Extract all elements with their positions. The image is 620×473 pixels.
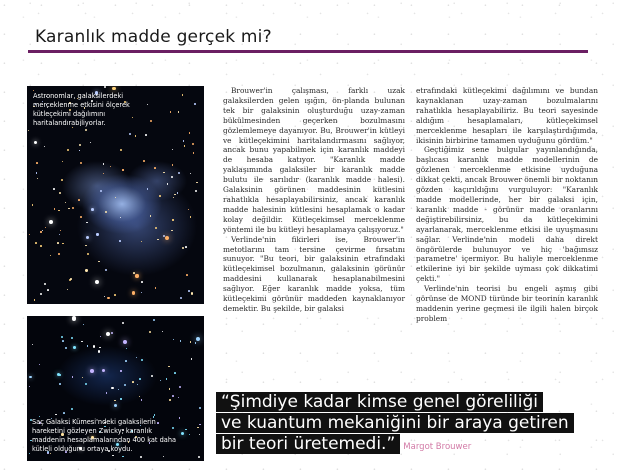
star-dot bbox=[192, 143, 194, 145]
star-dot bbox=[60, 230, 61, 231]
star-dot bbox=[71, 337, 73, 339]
star-dot bbox=[188, 290, 190, 292]
star-dot bbox=[103, 163, 104, 164]
star-dot bbox=[169, 388, 170, 389]
star-dot bbox=[59, 383, 61, 385]
star-dot bbox=[182, 247, 184, 249]
star-dot bbox=[186, 274, 188, 276]
star-dot bbox=[85, 245, 87, 247]
star-dot bbox=[155, 227, 157, 229]
star-dot bbox=[126, 348, 127, 349]
star-dot bbox=[85, 129, 87, 131]
star-dot bbox=[110, 166, 112, 168]
star-dot bbox=[135, 135, 136, 136]
pull-quote-line: ve kuantum mekaniğini bir araya getiren bbox=[221, 413, 569, 433]
star-dot bbox=[58, 253, 60, 255]
star-dot bbox=[195, 190, 197, 192]
star-dot bbox=[50, 255, 51, 256]
star-dot bbox=[70, 278, 72, 280]
star-dot bbox=[62, 161, 63, 162]
star-dot bbox=[87, 253, 89, 255]
star-dot bbox=[133, 272, 135, 274]
star-dot bbox=[78, 199, 80, 201]
star-dot bbox=[62, 340, 64, 342]
star-dot bbox=[61, 179, 63, 181]
star-dot bbox=[111, 332, 113, 334]
star-dot bbox=[120, 398, 121, 399]
star-dot bbox=[106, 332, 110, 336]
star-dot bbox=[167, 183, 169, 185]
star-dot bbox=[154, 167, 156, 169]
star-dot bbox=[82, 377, 83, 378]
star-dot bbox=[141, 359, 143, 361]
star-dot bbox=[72, 207, 74, 209]
star-dot bbox=[171, 176, 173, 178]
star-dot bbox=[85, 269, 87, 271]
star-dot bbox=[137, 384, 138, 385]
star-dot bbox=[67, 289, 68, 290]
star-dot bbox=[65, 202, 66, 203]
star-dot bbox=[188, 209, 189, 210]
star-dot bbox=[71, 408, 73, 410]
star-dot bbox=[173, 197, 174, 198]
star-dot bbox=[29, 234, 30, 235]
star-dot bbox=[120, 149, 122, 151]
star-dot bbox=[29, 386, 30, 387]
star-dot bbox=[162, 331, 163, 332]
page-title: Karanlık madde gerçek mi? bbox=[35, 27, 272, 47]
star-dot bbox=[103, 173, 104, 174]
star-dot bbox=[129, 133, 131, 135]
star-dot bbox=[123, 340, 127, 344]
star-dot bbox=[58, 210, 60, 212]
star-dot bbox=[122, 456, 123, 457]
star-dot bbox=[136, 357, 138, 359]
quote-author: Margot Brouwer bbox=[403, 442, 472, 452]
star-dot bbox=[36, 172, 37, 173]
star-dot bbox=[95, 280, 99, 284]
star-dot bbox=[33, 90, 34, 91]
star-dot bbox=[32, 344, 33, 345]
star-dot bbox=[85, 383, 87, 385]
star-dot bbox=[83, 324, 84, 325]
star-dot bbox=[98, 261, 100, 263]
star-dot bbox=[63, 412, 65, 414]
star-dot bbox=[171, 230, 173, 232]
star-dot bbox=[173, 339, 174, 340]
star-dot bbox=[190, 216, 191, 217]
star-dot bbox=[79, 150, 80, 151]
star-dot bbox=[132, 381, 134, 383]
star-dot bbox=[102, 369, 105, 372]
star-dot bbox=[59, 192, 61, 194]
star-dot bbox=[163, 172, 165, 174]
galaxy-cluster-photo bbox=[27, 316, 204, 461]
star-dot bbox=[40, 245, 42, 247]
star-dot bbox=[32, 204, 33, 205]
star-dot bbox=[90, 369, 94, 373]
star-dot bbox=[165, 236, 169, 240]
star-dot bbox=[177, 192, 179, 194]
star-dot bbox=[157, 239, 159, 241]
star-dot bbox=[114, 400, 115, 401]
star-dot bbox=[172, 149, 173, 150]
star-dot bbox=[196, 182, 198, 184]
star-dot bbox=[93, 345, 95, 347]
star-dot bbox=[190, 341, 191, 342]
star-dot bbox=[47, 289, 49, 291]
star-dot bbox=[80, 216, 82, 218]
star-dot bbox=[194, 103, 196, 105]
star-dot bbox=[57, 242, 59, 244]
star-dot bbox=[86, 236, 89, 239]
star-dot bbox=[199, 434, 200, 435]
pull-quote-line: “Şimdiye kadar kimse genel göreliliği bbox=[221, 392, 539, 412]
star-dot bbox=[155, 287, 157, 289]
paragraph: Geçtiğimiz sene bulgular yayınlandığında, başlıcası karanlık madde modellerinin de gözlenen merceklenme etkisine uyduğuna dikkat çekti, ancak Brouwer önemli bir noktanın gözden kaçırıldığını vurguluyor: "Karanlık madde modellerinde, her bir galaksi için, karanlık madde - görünür madde oranlarını değiştirebilirsiniz, bu da kütleçekimini ayarlanarak, merceklenme etkisi ile uyuşmasını sağlar. Verlinde'nin modeli daha direkt öngörülerde bulunuyor ve hiç 'bağımsız parametre' içermiyor. Bu haliyle merceklenme etkilerine iyi bir şekilde uyması çok dikkatimi çekti." bbox=[416, 145, 598, 284]
pull-quote bbox=[219, 392, 614, 458]
star-dot bbox=[124, 384, 126, 386]
star-dot bbox=[180, 340, 181, 341]
star-dot bbox=[62, 243, 64, 245]
star-dot bbox=[107, 297, 109, 299]
star-dot bbox=[195, 342, 196, 343]
star-dot bbox=[114, 294, 116, 296]
star-dot bbox=[178, 111, 180, 113]
star-dot bbox=[104, 86, 106, 88]
star-dot bbox=[154, 414, 155, 415]
star-dot bbox=[106, 392, 107, 393]
star-dot bbox=[169, 399, 171, 401]
photo-caption-top: Astronomlar, galaksilerdeki merceklenme etkisini ölçerek kütleçekimi dağılımını haritalandırabiliyorlar. bbox=[33, 92, 130, 127]
article-column-2 bbox=[416, 86, 598, 324]
star-dot bbox=[87, 345, 88, 346]
star-dot bbox=[170, 111, 172, 113]
star-dot bbox=[35, 242, 37, 244]
star-dot bbox=[199, 424, 200, 425]
star-dot bbox=[168, 366, 169, 367]
star-dot bbox=[111, 387, 113, 389]
star-dot bbox=[199, 407, 201, 409]
article-column-1 bbox=[223, 86, 405, 314]
paragraph: Verlinde'nin teorisi bu engeli aşmış gibi görünse de MOND türünde bir teorinin karanlık maddenin yerine geçmesi ile ilgili halen birçok problem bbox=[416, 284, 598, 323]
star-dot bbox=[86, 222, 87, 223]
star-dot bbox=[189, 434, 190, 435]
star-dot bbox=[174, 194, 175, 195]
star-dot bbox=[178, 172, 180, 174]
star-dot bbox=[105, 269, 107, 271]
star-dot bbox=[29, 376, 32, 379]
star-dot bbox=[39, 416, 40, 417]
star-dot bbox=[91, 208, 94, 211]
star-dot bbox=[114, 404, 117, 407]
pull-quote-line: bir teori üretemedi.” bbox=[221, 434, 396, 454]
star-dot bbox=[45, 227, 46, 228]
star-dot bbox=[141, 241, 142, 242]
star-dot bbox=[172, 164, 173, 165]
star-dot bbox=[80, 162, 82, 164]
star-dot bbox=[39, 364, 40, 365]
star-dot bbox=[140, 456, 142, 458]
star-dot bbox=[151, 375, 153, 377]
photo-caption-bottom: Saç Galaksi Kümesi'ndeki galaksilerin hareketini gözleyen Zwicky, karanlık maddenin hesaplamalarından 400 kat daha kütleli olduğunu ortaya koydu. bbox=[32, 418, 177, 453]
star-dot bbox=[65, 347, 67, 349]
star-dot bbox=[135, 274, 138, 277]
star-dot bbox=[120, 370, 121, 371]
paragraph: Verlinde'nin fikirleri ise, Brouwer'in metotlarını tam tersine çevirme fırsatını sunuyor. "Bu teori, bir galaksinin etrafındaki kütleçekimsel bozulmanın, galaksinin görünür maddesini kullanarak hesaplanabilmesini sağlıyor. Eğer karanlık madde yoksa, tüm kütleçekimi görünür maddeden kaynaklanıyor demektir. Bu şekilde, bir galaksi bbox=[223, 234, 405, 313]
star-dot bbox=[59, 374, 60, 375]
star-dot bbox=[112, 455, 113, 456]
star-dot bbox=[67, 149, 69, 151]
star-dot bbox=[185, 246, 187, 248]
star-dot bbox=[61, 336, 63, 338]
star-dot bbox=[182, 94, 184, 96]
star-dot bbox=[40, 231, 41, 232]
star-dot bbox=[191, 358, 193, 360]
star-dot bbox=[198, 456, 200, 458]
star-dot bbox=[96, 233, 98, 235]
star-dot bbox=[172, 395, 174, 397]
star-dot bbox=[160, 380, 161, 381]
star-dot bbox=[28, 130, 29, 131]
star-dot bbox=[59, 234, 60, 235]
star-dot bbox=[122, 169, 123, 170]
star-dot bbox=[190, 173, 191, 174]
star-dot bbox=[185, 429, 186, 430]
star-dot bbox=[180, 297, 182, 299]
star-dot bbox=[150, 215, 152, 217]
star-dot bbox=[37, 178, 38, 179]
star-dot bbox=[100, 190, 102, 192]
star-dot bbox=[197, 427, 199, 429]
star-dot bbox=[145, 134, 147, 136]
star-dot bbox=[44, 283, 46, 285]
star-dot bbox=[143, 160, 145, 162]
star-dot bbox=[132, 291, 136, 295]
star-dot bbox=[141, 399, 143, 401]
star-dot bbox=[139, 378, 141, 380]
title-rule bbox=[28, 50, 588, 53]
star-dot bbox=[99, 347, 100, 348]
star-dot bbox=[125, 360, 127, 362]
star-dot bbox=[191, 292, 193, 294]
star-dot bbox=[139, 396, 140, 397]
star-dot bbox=[179, 386, 181, 388]
star-dot bbox=[172, 219, 173, 220]
paragraph: Brouwer'in çalışması, farklı uzak galaksilerden gelen ışığın, ön-planda bulunan tek bir galaksinin oluşturduğu uzay-zaman bükülmesinden geçerken bozulmasını gözlemlemeye dayanıyor. Bu, Brouwer'in kütleyi ve kütleçekimini haritalandırmasını sağlıyor, ancak bunu yapabilmek için karanlık maddeyi de hesaba katıyor. "Karanlık madde yaklaşımında galaksiler bir karanlık madde bulutu ile sarılıdır (karanlık madde halesi). Galaksinin görünen maddesinin kütlesini rahatlıkla hesaplayabilirsiniz, ancak karanlık madde halesinin kütlesini hesaplamak o kadar kolay değildir. Kütleçekimsel merceklenme yöntemi ile bu kütleyi hesaplamaya çalışıyoruz." bbox=[223, 86, 405, 234]
star-dot bbox=[153, 319, 155, 321]
star-dot bbox=[73, 346, 76, 349]
star-dot bbox=[122, 322, 124, 324]
star-dot bbox=[104, 296, 106, 298]
star-dot bbox=[68, 208, 69, 209]
star-dot bbox=[147, 188, 148, 189]
star-dot bbox=[159, 195, 161, 197]
star-dot bbox=[40, 293, 42, 295]
star-dot bbox=[119, 240, 121, 242]
star-dot bbox=[141, 292, 142, 293]
star-dot bbox=[29, 453, 30, 454]
star-dot bbox=[141, 281, 143, 283]
star-dot bbox=[98, 350, 100, 352]
star-dot bbox=[178, 397, 179, 398]
star-dot bbox=[166, 378, 168, 380]
star-dot bbox=[36, 162, 38, 164]
paragraph: etrafındaki kütleçekimi dağılımını ve bundan kaynaklanan uzay-zaman bozulmalarını rahatlıkla hesaplayabiliriz. Bu teori sayesinde aldığım hesaplamaları, kütleçekimsel merceklenme hesapları ile karşılaştırdığımda, ikisinin birbirine tamamen uyduğunu gördüm." bbox=[416, 86, 598, 145]
star-dot bbox=[118, 389, 119, 390]
star-dot bbox=[79, 144, 81, 146]
star-dot bbox=[112, 87, 116, 91]
star-dot bbox=[193, 152, 194, 153]
star-dot bbox=[196, 337, 200, 341]
star-dot bbox=[174, 372, 176, 374]
star-dot bbox=[184, 145, 186, 147]
star-dot bbox=[149, 331, 151, 333]
star-dot bbox=[90, 142, 91, 143]
star-dot bbox=[34, 141, 37, 144]
star-dot bbox=[54, 208, 56, 210]
star-dot bbox=[72, 376, 73, 377]
star-dot bbox=[163, 456, 164, 457]
star-dot bbox=[189, 132, 191, 134]
star-dot bbox=[53, 188, 55, 190]
star-dot bbox=[115, 197, 116, 198]
lensing-galaxy-photo bbox=[27, 86, 204, 304]
star-dot bbox=[72, 316, 76, 320]
star-dot bbox=[81, 341, 82, 342]
star-dot bbox=[44, 146, 45, 147]
star-dot bbox=[49, 220, 53, 224]
star-dot bbox=[105, 211, 107, 213]
star-dot bbox=[120, 217, 122, 219]
star-dot bbox=[34, 299, 35, 300]
star-dot bbox=[183, 140, 185, 142]
star-dot bbox=[100, 336, 101, 337]
star-dot bbox=[55, 414, 57, 416]
